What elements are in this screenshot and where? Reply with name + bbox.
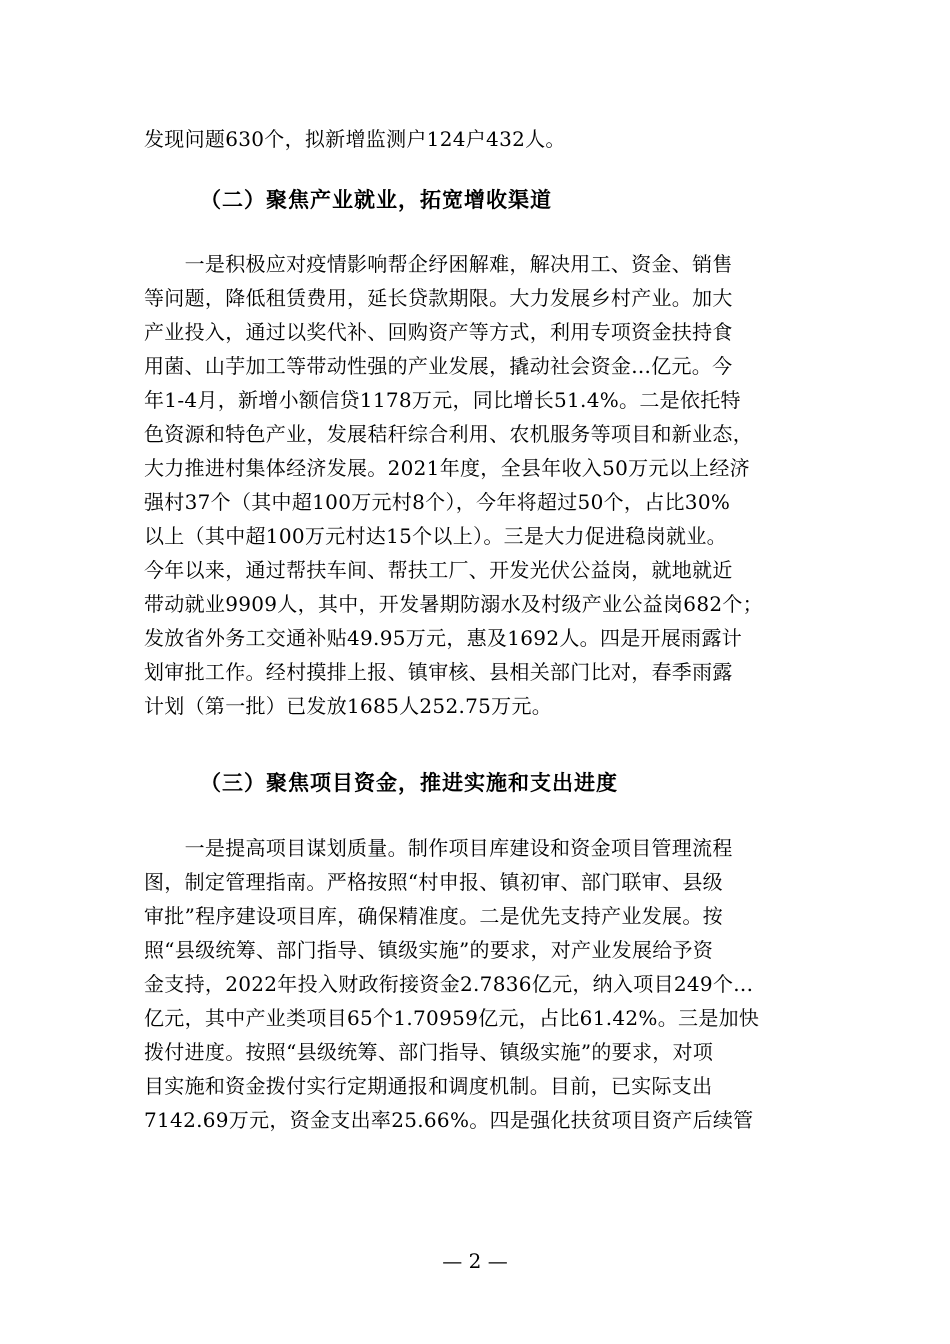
page-number: — 2 — xyxy=(442,1249,508,1273)
body-line: 用菌、山芋加工等带动性强的产业发展，撬动社会资金...亿元。今 xyxy=(144,354,733,378)
body-line: 年1-4月，新增小额信贷1178万元，同比增长51.4%。二是依托特 xyxy=(144,388,741,412)
body-line: 金支持，2022年投入财政衔接资金2.7836亿元，纳入项目249个... xyxy=(144,972,754,996)
body-line: 今年以来，通过帮扶车间、帮扶工厂、开发光伏公益岗，就地就近 xyxy=(144,558,733,582)
body-line: 一是提高项目谋划质量。制作项目库建设和资金项目管理流程 xyxy=(144,836,733,860)
body-line: 产业投入，通过以奖代补、回购资产等方式，利用专项资金扶持食 xyxy=(144,320,733,344)
body-line: 目实施和资金拨付实行定期通报和调度机制。目前，已实际支出 xyxy=(144,1074,713,1098)
body-line: 拨付进度。按照“县级统筹、部门指导、镇级实施”的要求，对项 xyxy=(144,1040,714,1064)
body-line: 划审批工作。经村摸排上报、镇审核、县相关部门比对，春季雨露 xyxy=(144,660,733,684)
body-line: 审批”程序建设项目库，确保精准度。二是优先支持产业发展。按 xyxy=(144,904,723,928)
section-heading: （二）聚焦产业就业，拓宽增收渠道 xyxy=(200,187,552,212)
body-line: 强村37个（其中超100万元村8个），今年将超过50个，占比30% xyxy=(144,490,731,514)
body-line: 色资源和特色产业，发展秸秆综合利用、农机服务等项目和新业态， xyxy=(144,422,753,446)
body-line: 大力推进村集体经济发展。2021年度，全县年收入50万元以上经济 xyxy=(144,456,750,480)
body-line: 照“县级统筹、部门指导、镇级实施”的要求，对产业发展给予资 xyxy=(144,938,714,962)
body-line: 以上（其中超100万元村达15个以上）。三是大力促进稳岗就业。 xyxy=(144,524,727,548)
section-heading: （三）聚焦项目资金，推进实施和支出进度 xyxy=(200,770,618,795)
body-line: 发现问题630个，拟新增监测户124户432人。 xyxy=(144,127,566,151)
body-line: 图，制定管理指南。严格按照“村申报、镇初审、部门联审、县级 xyxy=(144,870,723,894)
body-line: 计划（第一批）已发放1685人252.75万元。 xyxy=(144,694,553,718)
body-line: 带动就业9909人，其中，开发暑期防溺水及村级产业公益岗682个； xyxy=(144,592,763,616)
body-line: 7142.69万元，资金支出率25.66%。四是强化扶贫项目资产后续管 xyxy=(144,1108,754,1132)
body-line: 亿元，其中产业类项目65个1.70959亿元，占比61.42%。三是加快 xyxy=(144,1006,760,1030)
body-line: 等问题，降低租赁费用，延长贷款期限。大力发展乡村产业。加大 xyxy=(144,286,733,310)
body-line: 一是积极应对疫情影响帮企纾困解难，解决用工、资金、销售 xyxy=(144,252,733,276)
body-line: 发放省外务工交通补贴49.95万元，惠及1692人。四是开展雨露计 xyxy=(144,626,743,650)
